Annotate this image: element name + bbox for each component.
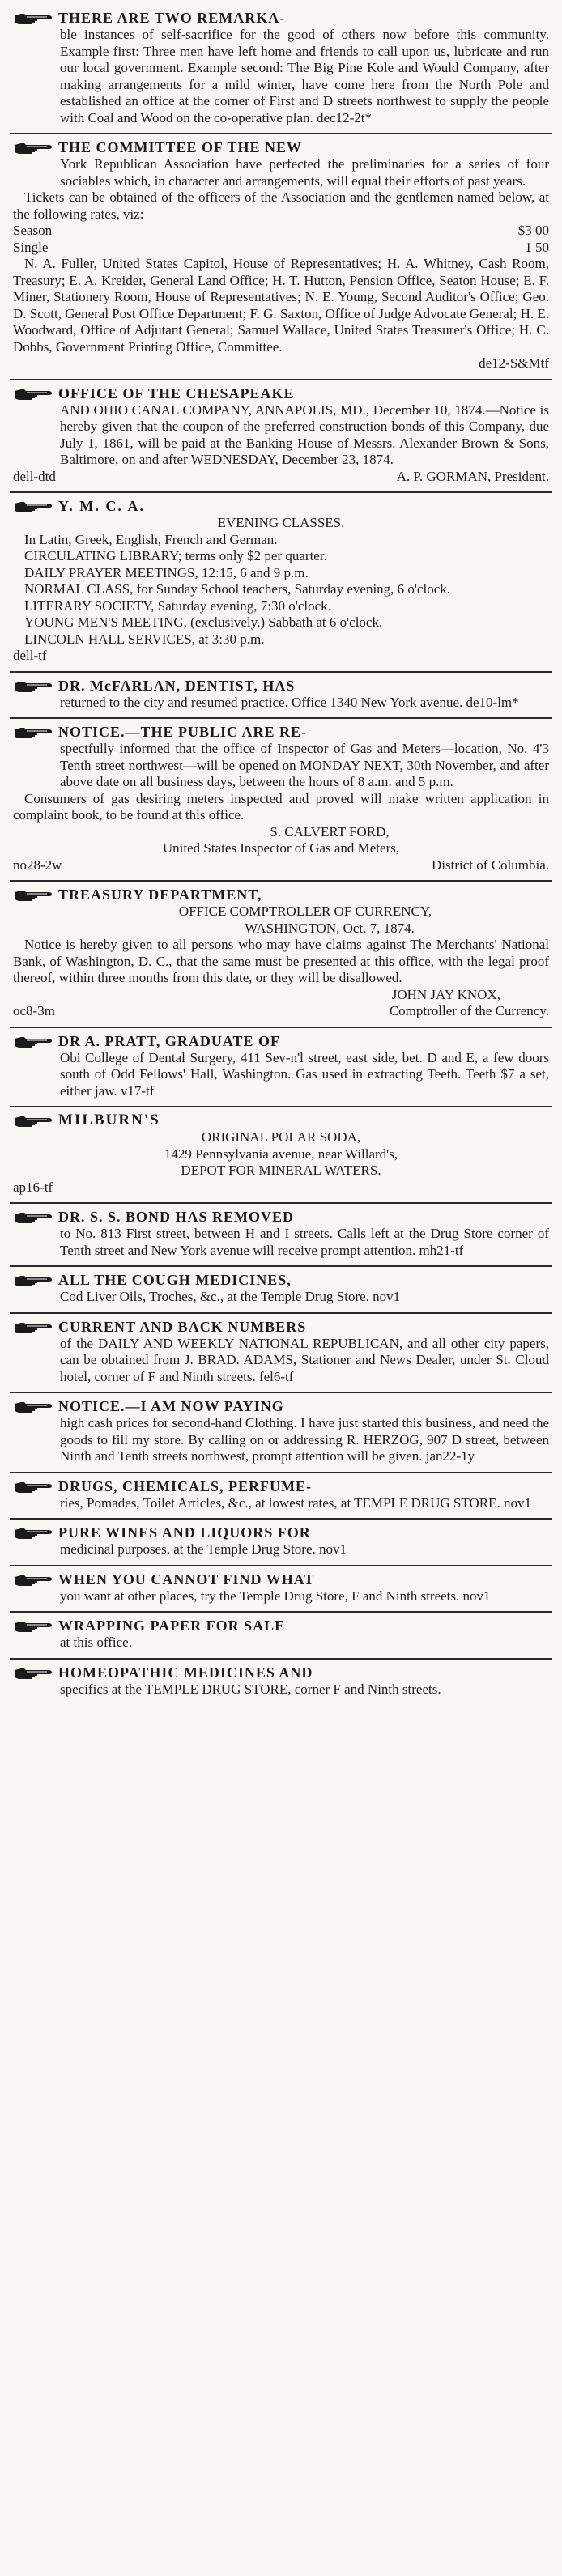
ad-body: Notice is hereby given to all persons who may have claims against The Merchants' National Bank, of Washington, D. C., that the same must be presented at this office, with the legal proof thereof, within three months from this date, or they will be disallowed. [13,937,549,985]
ad-subheading: ORIGINAL POLAR SODA, [201,1129,361,1145]
ad-body: you want at other places, try the Temple Drug Store, F and Ninth streets. nov1 [60,1588,491,1604]
rate-price: $3 00 [517,223,549,238]
signature-line [13,469,549,486]
pointing-hand-icon [13,140,53,156]
ad-heading: WRAPPING PAPER FOR SALE [58,1617,286,1634]
ad-drugs-chemicals [10,1473,552,1520]
ad-body: to No. 813 First street, between H and I streets. Calls left at the Drug Store corner of Tenth street and New York avenue will receive prompt attention. mh21-tf [60,1226,549,1258]
ad-heading-line [13,1617,549,1634]
signatory-title: Comptroller of the Currency. [389,1003,549,1018]
ad-body: AND OHIO CANAL COMPANY, ANNAPOLIS, MD., December 10, 1874.—Notice is hereby given that the coupon of the preferred construction bonds of this Company, due July 1, 1861, will be paid at the Banking House of Messrs. Alexander Brown & Sons, Baltimore, on and after WEDNESDAY, December 23, 1874. [60,402,549,467]
rate-label: Season [13,223,53,238]
ad-subheading: EVENING CLASSES. [217,515,345,530]
ad-line: CIRCULATING LIBRARY; terms only $2 per quarter. [24,548,327,563]
ad-heading-line [13,886,549,903]
ad-line: In Latin, Greek, English, French and German. [24,531,278,547]
committee-names: N. A. Fuller, United States Capitol, House of Representatives; H. A. Whitney, Cash Room, Treasury; E. A. Kreider, General Land Office; H. T. Hutton, Pension Office, Seaton House; E. F. Miner, Stationery Room, House of Representatives; N. E. Young, Second Auditor's Office; Geo. D. Scott, General Post Office Department; F. G. Saxton, Office of Judge Advocate General; H. E. Woodward, Office of Adjutant General; Samuel Wallace, United States Treasurer's Office; H. C. Dobbs, Government Printing Office, Committee. [13,256,549,355]
ad-body: specifics at the TEMPLE DRUG STORE, corner F and Ninth streets. [60,1681,441,1697]
pointing-hand-icon [13,678,53,695]
ad-heading-line [13,678,549,695]
pointing-hand-icon [13,1320,53,1336]
ad-body: Cod Liver Oils, Troches, &c., at the Temple Drug Store. nov1 [60,1289,401,1304]
ad-remarkable-instances [10,5,552,134]
ad-heading-line [13,1112,549,1129]
pointing-hand-icon [13,1399,53,1415]
ad-ny-republican-association [10,134,552,380]
ad-body: Obi College of Dental Surgery, 411 Sev-n'l street, east side, bet. D and E, a few doors south of Odd Fellows' Hall, Washington. Gas used in extracting Teeth. Teeth $7 a set, either jaw. v17-tf [60,1049,549,1099]
pointing-hand-icon [13,1618,53,1634]
ad-dr-mcfarlan [10,673,552,720]
ad-current-back-numbers [10,1314,552,1394]
ad-heading-line [13,10,549,27]
date-code: dell-dtd [13,468,56,484]
ad-heading: NOTICE.—THE PUBLIC ARE RE- [58,724,308,740]
ad-heading: DR. McFARLAN, DENTIST, HAS [58,677,296,694]
date-code: no28-2w [13,857,62,873]
pointing-hand-icon [13,386,53,402]
ad-chesapeake-ohio-canal [10,380,552,494]
pointing-hand-icon [13,725,53,741]
ad-wrapping-paper [10,1613,552,1660]
ad-dr-bond [10,1204,552,1267]
pointing-hand-icon [13,1665,53,1681]
ad-heading-line [13,1319,549,1336]
ad-treasury-department [10,882,552,1028]
ad-heading-line [13,1209,549,1226]
ad-line: LINCOLN HALL SERVICES, at 3:30 p.m. [24,631,265,647]
ad-gas-inspector-notice [10,719,552,882]
date-code: ap16-tf [13,1179,53,1195]
ad-heading: DR A. PRATT, GRADUATE OF [58,1032,281,1049]
signature-line [13,857,549,874]
pointing-hand-icon [13,887,53,903]
ad-body: medicinal purposes, at the Temple Drug Store. nov1 [60,1541,347,1557]
pointing-hand-icon [13,1209,53,1226]
ad-heading-line [13,1524,549,1541]
date-code: oc8-3m [13,1003,55,1018]
ad-body: Tickets can be obtained of the officers of the Association and the gentlemen named below, at the following rates, viz: [13,189,549,222]
ad-dateline: WASHINGTON, Oct. 7, 1874. [245,920,415,936]
pointing-hand-icon [13,1034,53,1050]
ad-heading-line [13,1398,549,1415]
pointing-hand-icon [13,1525,53,1541]
ad-line: LITERARY SOCIETY, Saturday evening, 7:30 o'clock. [24,597,331,614]
ad-line: DEPOT FOR MINERAL WATERS. [181,1163,381,1178]
ad-line: YOUNG MEN'S MEETING, (exclusively,) Sabbath at 6 o'clock. [24,614,383,630]
pointing-hand-icon [13,1479,53,1495]
ad-notice-clothing [10,1393,552,1473]
ad-heading-line [13,1571,549,1588]
ad-body: York Republican Association have perfected the preliminaries for a series of four sociables which, in character and arrangements, will equal their efforts of past years. [60,156,549,189]
ad-heading-line [13,1272,549,1289]
ad-milburns [10,1107,552,1204]
pointing-hand-icon [13,11,53,27]
rate-row [13,223,549,240]
ad-line: NORMAL CLASS, for Sunday School teachers, Saturday evening, 6 o'clock. [24,581,451,597]
ad-heading: Y. M. C. A. [58,498,145,514]
pointing-hand-icon [13,1113,53,1129]
date-code: dell-tf [13,648,47,663]
ad-heading-line [13,1478,549,1495]
ad-ymca [10,493,552,673]
ad-body: high cash prices for second-hand Clothing. I have just started this business, and need the goods to fill my store. By calling on or addressing R. HERZOG, 907 D street, between Ninth and Tenth streets northwest, prompt attention will be given. jan22-1y [60,1415,549,1464]
ad-pure-wines [10,1520,552,1566]
signatory-location: District of Columbia. [432,857,549,873]
ad-heading: ALL THE COUGH MEDICINES, [58,1272,292,1288]
rate-row [13,240,549,257]
ad-body: ries, Pomades, Toilet Articles, &c., at lowest rates, at TEMPLE DRUG STORE. nov1 [60,1494,531,1511]
ad-body: of the DAILY AND WEEKLY NATIONAL REPUBLICAN, and all other city papers, can be obtained from J. BRAD. ADAMS, Stationer and News Dealer, under St. Cloud hotel, corner of F and Ninth streets. fel6-tf [60,1335,549,1384]
ad-body: ble instances of self-sacrifice for the good of others now before this community. Example first: Three men have left home and friends to call upon us, lubricate and run our local government. Example second: The Big Pine Kole and Would Company, after making arrangements for a mild winter, have come here from the North Pole and established an office at the corner of First and D streets northwest to supply the people with Coal and Wood on the co-operative plan. dec12-2t* [60,27,549,125]
signatory: A. P. GORMAN, President. [396,468,549,484]
ad-heading: DR. S. S. BOND HAS REMOVED [58,1209,295,1225]
ad-heading-line [13,498,549,515]
ad-heading: DRUGS, CHEMICALS, PERFUME- [58,1477,313,1494]
ad-heading-line [13,385,549,402]
ad-heading: MILBURN'S [58,1112,160,1129]
ad-heading: TREASURY DEPARTMENT, [58,886,262,903]
ad-heading: THERE ARE TWO REMARKA- [58,10,286,26]
ad-cough-medicines [10,1267,552,1314]
ad-heading: WHEN YOU CANNOT FIND WHAT [58,1571,315,1588]
rate-label: Single [13,239,49,255]
ad-homeopathic-medicines [10,1660,552,1705]
ad-heading-line [13,1033,549,1050]
signature-line [13,1003,549,1020]
ad-subheading: OFFICE COMPTROLLER OF CURRENCY, [178,903,432,919]
ad-heading: THE COMMITTEE OF THE NEW [58,139,303,155]
ad-heading-line [13,1664,549,1681]
ad-body: spectfully informed that the office of Inspector of Gas and Meters—location, No. 4'3 Tenth street northwest—will be opened on MONDAY NEXT, 30th November, and after above date on all business days, between the hours of 8 a.m. and 5 p.m. [60,741,549,789]
pointing-hand-icon [13,499,53,515]
signatory: JOHN JAY KNOX, [391,986,500,1002]
ad-line: DAILY PRAYER MEETINGS, 12:15, 6 and 9 p.m. [24,564,309,580]
ad-body: Consumers of gas desiring meters inspected and proved will make written application in complaint book, to be found at this office. [13,790,549,823]
newspaper-column [10,0,552,1704]
ad-body: returned to the city and resumed practice. Office 1340 New York avenue. de10-lm* [60,694,519,710]
ad-when-you-cannot-find [10,1566,552,1613]
signatory: S. CALVERT FORD, [270,823,390,840]
ad-heading: PURE WINES AND LIQUORS FOR [58,1524,311,1541]
ad-heading-line [13,139,549,156]
date-code: de12-S&Mtf [479,355,549,371]
pointing-hand-icon [13,1572,53,1588]
ad-line: 1429 Pennsylvania avenue, near Willard's, [164,1146,398,1162]
ad-heading: OFFICE OF THE CHESAPEAKE [58,385,295,402]
ad-heading: HOMEOPATHIC MEDICINES AND [58,1664,313,1681]
rate-price: 1 50 [525,239,549,255]
ad-heading: NOTICE.—I AM NOW PAYING [58,1398,284,1414]
signatory-title: United States Inspector of Gas and Meters, [162,840,400,856]
ad-body: at this office. [60,1634,132,1650]
ad-heading-line [13,724,549,741]
ad-dr-pratt [10,1028,552,1108]
pointing-hand-icon [13,1273,53,1289]
ad-heading: CURRENT AND BACK NUMBERS [58,1318,307,1335]
